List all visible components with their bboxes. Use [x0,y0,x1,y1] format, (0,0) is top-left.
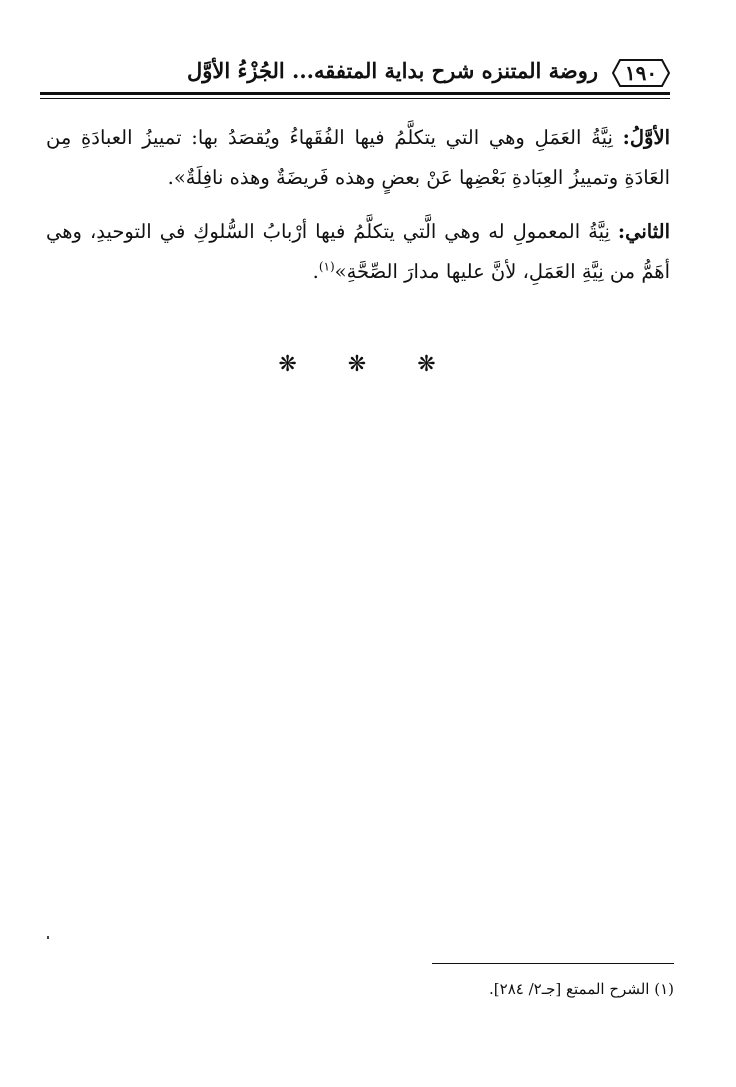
paragraph-lead: الأوَّلُ: [622,126,670,149]
header-rule-thick [40,92,670,95]
paragraph-second [46,212,670,292]
paragraph-tail: . [312,260,319,283]
paragraph-first [46,118,670,198]
paragraph-lead: الثاني: [617,220,670,243]
footnote-reference[interactable]: (١) [318,259,335,274]
paragraph-text: نِيَّةُ العَمَلِ وهي التي يتكلَّمُ فيها الفُقَهاءُ ويُقصَدُ بها: تمييزُ العبادَةِ مِن العَادَةِ وتمييزُ العِبَادةِ بَعْضِها عَنْ بعضٍ وهذه فَريضَةٌ وهذه نافِلَةٌ». [46,126,670,189]
running-title: روضة المتنزه شرح بداية المتفقه... الجُزْءُ الأوَّل [186,58,598,83]
page-number-badge [612,58,670,88]
page-header [40,52,670,100]
main-text [46,118,670,306]
paragraph-text: نِيَّةُ المعمولِ له وهي الَّتي يتكلَّمُ فيها أرْبابُ السُّلوكِ في التوحيدِ، وهي أهَمُّ من نِيَّةِ العَمَلِ، لأنَّ عليها مدارَ الصِّحَّةِ» [46,220,670,283]
header-rule-thin [40,98,670,99]
footnote: (١) الشرح الممتع [جـ٢/ ٢٨٤]. [489,980,674,998]
section-separator: ❋ ❋ ❋ [278,352,458,377]
footnote-rule [432,963,674,964]
page-number: ١٩٠ [624,61,658,85]
stray-mark [47,936,49,939]
